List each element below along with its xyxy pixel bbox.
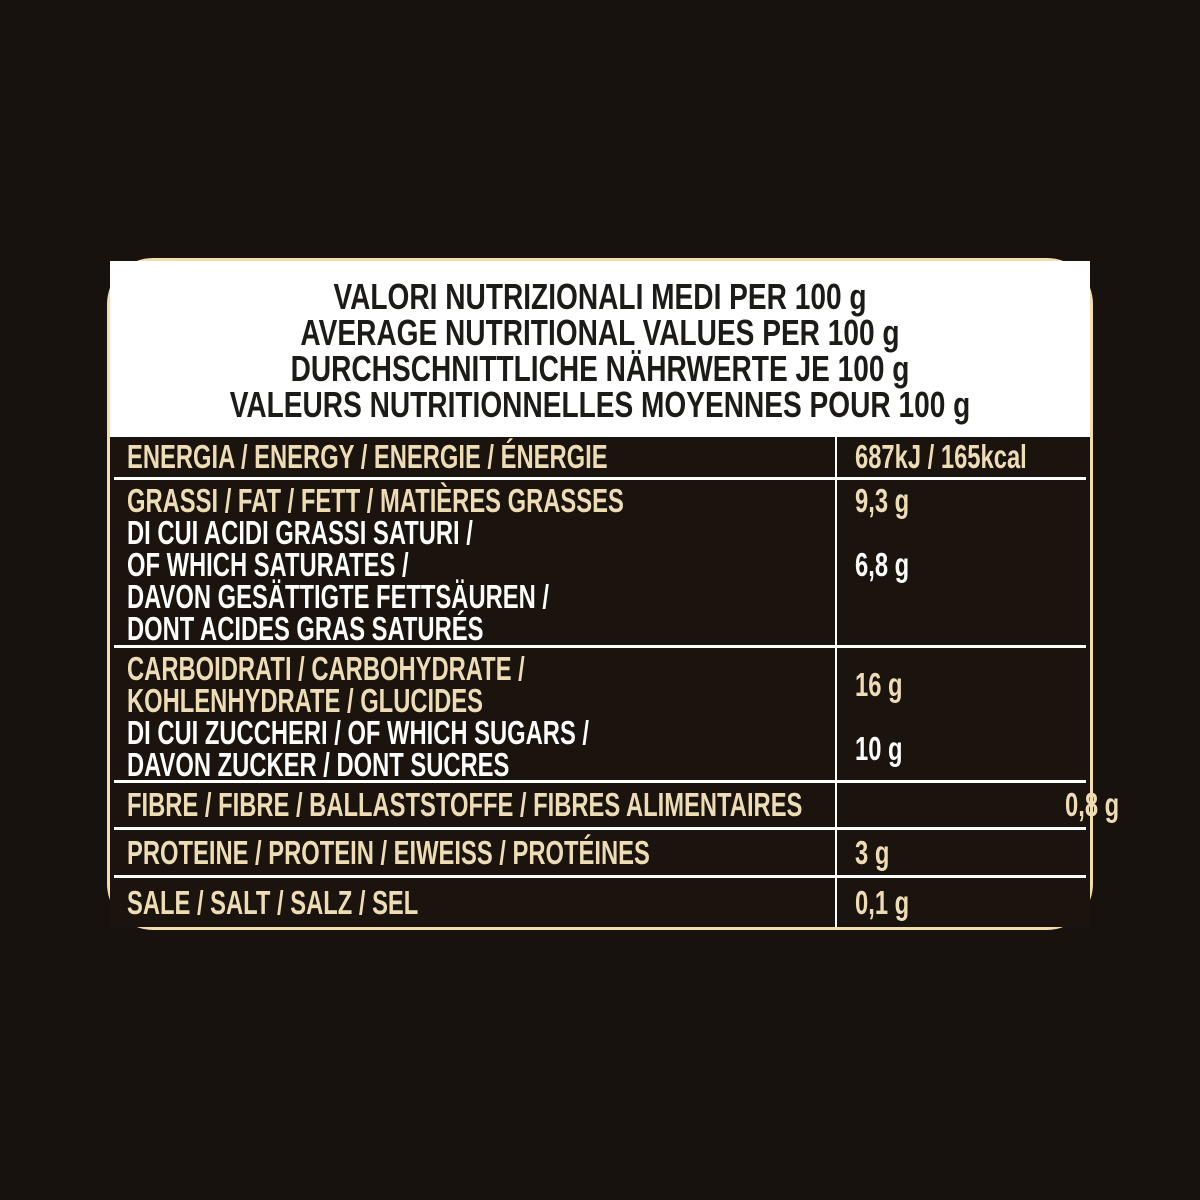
header-line-italian <box>110 276 1090 317</box>
energy-value: 687kJ / 165kcal <box>855 438 1027 475</box>
saturates-label-line: OF WHICH SATURATES / <box>127 546 409 583</box>
table-row <box>114 833 1086 871</box>
row-fat <box>114 480 1086 648</box>
salt-value: 0,1 g <box>855 883 910 921</box>
nutrition-table <box>110 437 1120 927</box>
fat-label: GRASSI / FAT / FETT / MATIÈRES GRASSES <box>127 482 624 519</box>
column-divider <box>835 437 837 927</box>
nutrition-card <box>107 258 1120 930</box>
fibre-label: FIBRE / FIBRE / BALLASTSTOFFE / FIBRES ALIMENTAIRES <box>127 786 803 823</box>
sugars-label-line: DI CUI ZUCCHERI / OF WHICH SUGARS / <box>127 714 590 751</box>
carbohydrate-label-cell <box>114 648 855 717</box>
protein-value: 3 g <box>855 833 890 871</box>
saturates-label-line: DONT ACIDES GRAS SATURÉS <box>127 610 484 647</box>
sugars-label-line: DAVON ZUCKER / DONT SUCRES <box>127 746 510 783</box>
table-row <box>114 648 1086 717</box>
card-header <box>110 261 1090 437</box>
saturates-label-line: DI CUI ACIDI GRASSI SATURI / <box>127 514 473 551</box>
header-line-text: AVERAGE NUTRITIONAL VALUES PER 100 g <box>300 312 900 353</box>
protein-label: PROTEINE / PROTEIN / EIWEISS / PROTÉINES <box>127 833 650 871</box>
carbohydrate-label-line: KOHLENHYDRATE / GLUCIDES <box>127 682 483 719</box>
sugars-value: 10 g <box>855 730 903 767</box>
protein-label-cell <box>114 833 855 871</box>
row-salt <box>114 878 1086 927</box>
fibre-value: 0,8 g <box>1065 786 1120 823</box>
row-fibre <box>114 783 1120 830</box>
sugars-label-cell <box>114 714 855 783</box>
fat-label-cell <box>114 480 855 517</box>
fibre-label-cell <box>114 786 1065 823</box>
table-row <box>114 883 1086 921</box>
header-line-french <box>110 384 1090 425</box>
saturates-label-cell <box>114 514 855 647</box>
table-row <box>114 438 1086 475</box>
header-line-text: VALEURS NUTRITIONNELLES MOYENNES POUR 100 g <box>229 384 971 425</box>
table-row <box>114 480 1086 517</box>
carbohydrate-value: 16 g <box>855 666 903 703</box>
table-row <box>114 786 1120 823</box>
salt-label: SALE / SALT / SALZ / SEL <box>127 883 419 921</box>
row-carbohydrate <box>114 648 1086 783</box>
saturates-value: 6,8 g <box>855 546 910 583</box>
header-line-english <box>110 312 1090 353</box>
carbohydrate-label-line: CARBOIDRATI / CARBOHYDRATE / <box>127 650 525 687</box>
energy-label: ENERGIA / ENERGY / ENERGIE / ÉNERGIE <box>127 438 608 475</box>
salt-label-cell <box>114 883 855 921</box>
table-row <box>114 514 1086 647</box>
fat-value: 9,3 g <box>855 482 910 519</box>
row-energy <box>114 437 1086 480</box>
saturates-label-line: DAVON GESÄTTIGTE FETTSÄUREN / <box>127 578 549 615</box>
header-line-text: DURCHSCHNITTLICHE NÄHRWERTE JE 100 g <box>290 348 910 389</box>
table-row <box>114 714 1086 783</box>
header-line-german <box>110 348 1090 389</box>
energy-label-cell <box>114 438 855 475</box>
row-protein <box>114 830 1086 878</box>
header-line-text: VALORI NUTRIZIONALI MEDI PER 100 g <box>333 276 867 317</box>
